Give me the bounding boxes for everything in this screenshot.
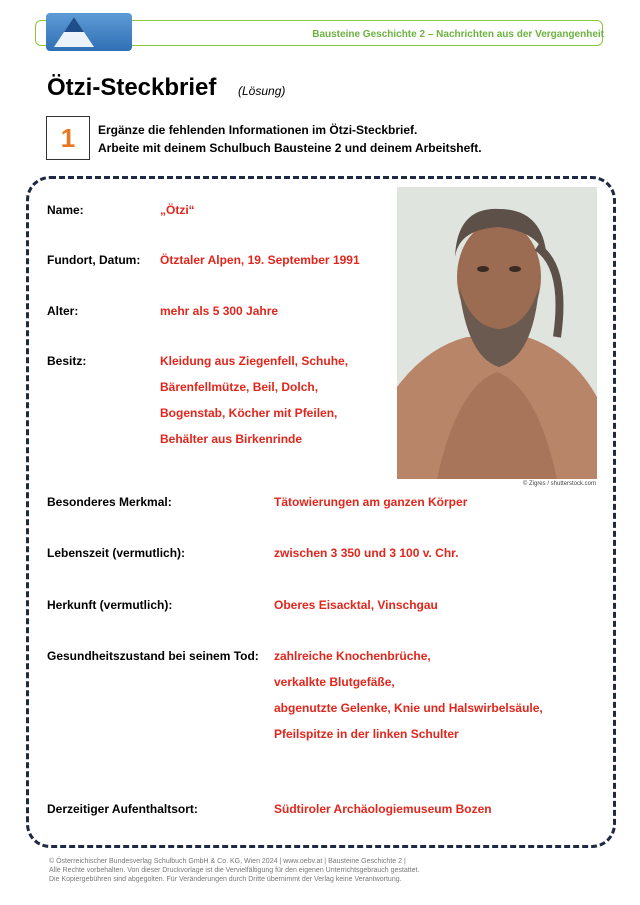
value-line: „Ötzi“ [160,203,195,217]
label-herkunft: Herkunft (vermutlich): [47,598,173,612]
publisher-logo [46,13,171,51]
photo-credit: © Zigres / shutterstock.com [522,481,596,487]
task-instructions [98,121,482,157]
value-line: Kleidung aus Ziegenfell, Schuhe, [160,354,349,368]
label-gesundheit: Gesundheitszustand bei seinem Tod: [47,649,259,663]
value-line: Behälter aus Birkenrinde [160,432,303,446]
value-name [160,197,195,223]
instruction-line: Ergänze die fehlenden Informationen im Ötzi-Steckbrief. [98,123,418,137]
value-aufenthaltsort [274,796,492,822]
logo-text: Plus [139,29,171,46]
page-title: Ötzi-Steckbrief [47,74,217,101]
footer-line: Alle Rechte vorbehalten. Von dieser Druckvorlage ist die Vervielfältigung für den eigenen Unterrichtsgebrauch gestattet. [49,867,420,874]
value-alter [160,298,278,324]
value-line: Bogenstab, Köcher mit Pfeilen, [160,406,338,420]
label-aufenthaltsort: Derzeitiger Aufenthaltsort: [47,802,198,816]
page-subtitle: (Lösung) [238,84,286,98]
value-line: Tätowierungen am ganzen Körper [274,495,468,509]
oetzi-reconstruction-image [397,187,597,479]
value-line: verkalkte Blutgefäße, [274,675,395,689]
footer-line: Die Kopiergebühren sind abgegolten. Für Veränderungen durch Dritte übernimmt der Verlag keine Verantwortung. [49,876,402,883]
value-herkunft [274,592,438,618]
value-besitz [160,348,348,452]
value-line: Oberes Eisacktal, Vinschgau [274,598,438,612]
oetzi-photo [397,187,597,479]
series-title: Bausteine Geschichte 2 – Nachrichten aus der Vergangenheit [312,29,604,40]
label-fundort: Fundort, Datum: [47,253,141,267]
label-merkmal: Besonderes Merkmal: [47,495,172,509]
value-lebenszeit [274,540,459,566]
value-line: zwischen 3 350 und 3 100 v. Chr. [274,546,459,560]
footer-line: © Österreichischer Bundesverlag Schulbuch GmbH & Co. KG, Wien 2024 | www.oebv.at | Bausteine Geschichte 2 | [49,858,406,865]
instruction-line: Arbeite mit deinem Schulbuch Bausteine 2 und deinem Arbeitsheft. [98,141,482,155]
value-merkmal [274,489,467,515]
value-gesundheit [274,643,543,747]
label-lebenszeit: Lebenszeit (vermutlich): [47,546,186,560]
copyright-footer [49,857,609,884]
label-besitz: Besitz: [47,354,87,368]
value-line: Bärenfellmütze, Beil, Dolch, [160,380,319,394]
value-line: Pfeilspitze in der linken Schulter [274,727,459,741]
label-alter: Alter: [47,304,79,318]
value-line: mehr als 5 300 Jahre [160,304,279,318]
label-name: Name: [47,203,84,217]
value-line: Südtiroler Archäologiemuseum Bozen [274,802,492,816]
task-number: 1 [46,116,90,160]
value-line: Ötztaler Alpen, 19. September 1991 [160,253,360,267]
value-line: zahlreiche Knochenbrüche, [274,649,431,663]
pyramid-icon [46,13,132,51]
value-line: abgenutzte Gelenke, Knie und Halswirbelsäule, [274,701,543,715]
value-fundort [160,247,360,273]
